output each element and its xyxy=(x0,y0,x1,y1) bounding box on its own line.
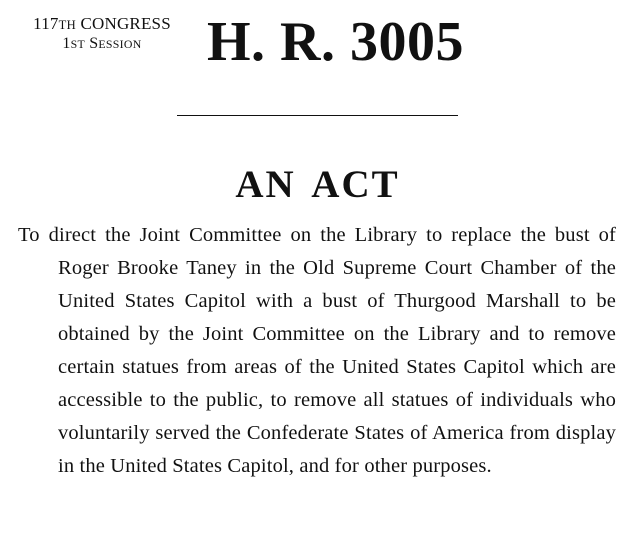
purpose-paragraph: To direct the Joint Committee on the Library to replace the bust of Roger Brooke Taney in the Old Supreme Court Chamber of the United States Capitol with a bust of Thurgood Marshall to be obtained by the Joint Committee on the Library and to remove certain statues from areas of the United States Capitol which are accessible to the public, to remove all statues of individuals who voluntarily served the Confederate States of America from display in the United States Capitol, and for other purposes. xyxy=(18,224,616,477)
bill-number: H. R. 3005 xyxy=(207,11,464,73)
congress-ordinal-suffix: TH xyxy=(58,18,76,32)
congress-label: CONGRESS xyxy=(80,14,171,33)
congress-number: 117 xyxy=(33,14,59,33)
session-number: 1 xyxy=(62,35,71,52)
congress-line xyxy=(14,15,190,32)
congress-session-block xyxy=(14,15,190,52)
act-heading: AN ACT xyxy=(235,163,400,206)
divider-rule xyxy=(177,115,458,116)
session-line xyxy=(14,36,190,52)
session-label-rest: ESSION xyxy=(98,37,142,51)
session-ordinal-suffix: ST xyxy=(70,37,86,51)
session-label-initial: S xyxy=(89,35,99,52)
